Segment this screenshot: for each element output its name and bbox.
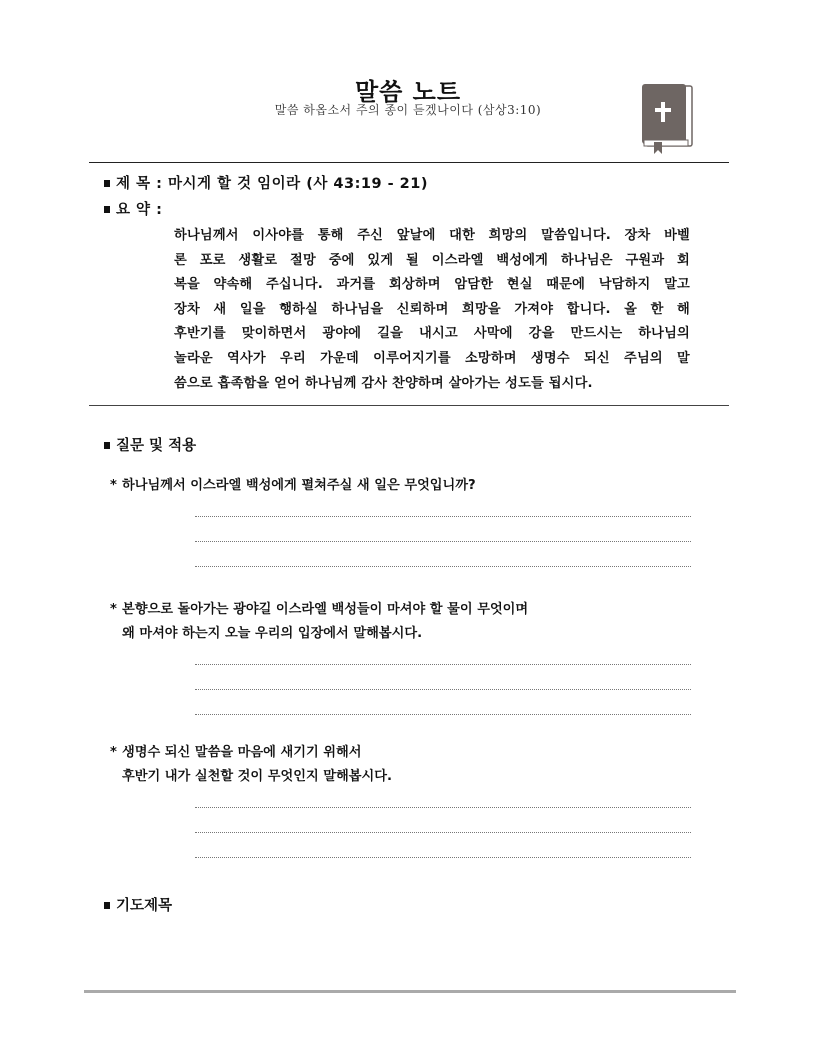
question-item bbox=[110, 474, 476, 498]
summary-line: 씀으로 흡족함을 얻어 하나님께 감사 찬양하며 살아가는 성도들 됩시다. bbox=[174, 375, 593, 391]
summary-line: 후반기를 맞이하면서 광야에 길을 내시고 사막에 강을 만드시는 하나님의 bbox=[174, 326, 690, 342]
question-item bbox=[110, 741, 392, 789]
asterisk-marker: * bbox=[110, 478, 117, 493]
answer-line[interactable] bbox=[195, 541, 691, 542]
footer-divider bbox=[84, 990, 736, 993]
question-text-continued: 후반기 내가 실천할 것이 무엇인지 말해봅시다. bbox=[122, 769, 393, 784]
sermon-title-row bbox=[104, 172, 428, 193]
asterisk-marker: * bbox=[110, 602, 117, 617]
answer-line[interactable] bbox=[195, 566, 691, 567]
header-divider bbox=[89, 162, 729, 163]
sermon-title-label: 제 목 : bbox=[116, 176, 163, 192]
prayer-heading-row bbox=[104, 894, 172, 915]
answer-line[interactable] bbox=[195, 857, 691, 858]
question-text-continued: 왜 마셔야 하는지 오늘 우리의 입장에서 말해봅시다. bbox=[122, 626, 423, 641]
answer-line[interactable] bbox=[195, 807, 691, 808]
question-text: 하나님께서 이스라엘 백성에게 펼쳐주실 새 일은 무엇입니까? bbox=[122, 478, 476, 493]
summary-line: 복을 약속해 주십니다. 과거를 회상하며 암담한 현실 때문에 낙담하지 말고 bbox=[174, 277, 690, 293]
answer-line[interactable] bbox=[195, 516, 691, 517]
question-text: 본향으로 돌아가는 광야길 이스라엘 백성들이 마셔야 할 물이 무엇이며 bbox=[122, 602, 529, 617]
square-bullet-icon bbox=[104, 180, 110, 187]
section-divider bbox=[89, 405, 729, 406]
answer-line[interactable] bbox=[195, 832, 691, 833]
answer-line[interactable] bbox=[195, 664, 691, 665]
answer-line[interactable] bbox=[195, 714, 691, 715]
asterisk-marker: * bbox=[110, 745, 117, 760]
prayer-heading: 기도제목 bbox=[116, 898, 173, 914]
question-text: 생명수 되신 말씀을 마음에 새기기 위해서 bbox=[122, 745, 362, 760]
questions-heading: 질문 및 적용 bbox=[116, 438, 197, 454]
summary-line: 놀라운 역사가 우리 가운데 이루어지기를 소망하며 생명수 되신 주님의 말 bbox=[174, 350, 690, 366]
question-item bbox=[110, 598, 528, 646]
summary-label: 요 약 : bbox=[116, 202, 163, 218]
summary-line: 론 포로 생활로 절망 중에 있게 될 이스라엘 백성에게 하나님은 구원과 회 bbox=[174, 252, 690, 268]
questions-heading-row bbox=[104, 434, 196, 455]
bible-icon bbox=[640, 82, 694, 154]
page-title: 말씀 노트 bbox=[354, 78, 462, 106]
summary-text bbox=[174, 224, 690, 396]
summary-line: 하나님께서 이사야를 통해 주신 앞날에 대한 희망의 말씀입니다. 장차 바벨 bbox=[174, 228, 690, 243]
answer-line[interactable] bbox=[195, 689, 691, 690]
square-bullet-icon bbox=[104, 442, 110, 449]
square-bullet-icon bbox=[104, 206, 110, 213]
summary-label-row bbox=[104, 198, 162, 219]
page-subtitle: 말씀 하옵소서 주의 종이 듣겠나이다 (삼상3:10) bbox=[274, 103, 542, 117]
summary-line: 장차 새 일을 행하실 하나님을 신뢰하며 희망을 가져야 합니다. 올 한 해 bbox=[174, 301, 690, 317]
square-bullet-icon bbox=[104, 902, 110, 909]
sermon-title-value: 마시게 할 것 임이라 (사 43:19 - 21) bbox=[167, 176, 428, 192]
